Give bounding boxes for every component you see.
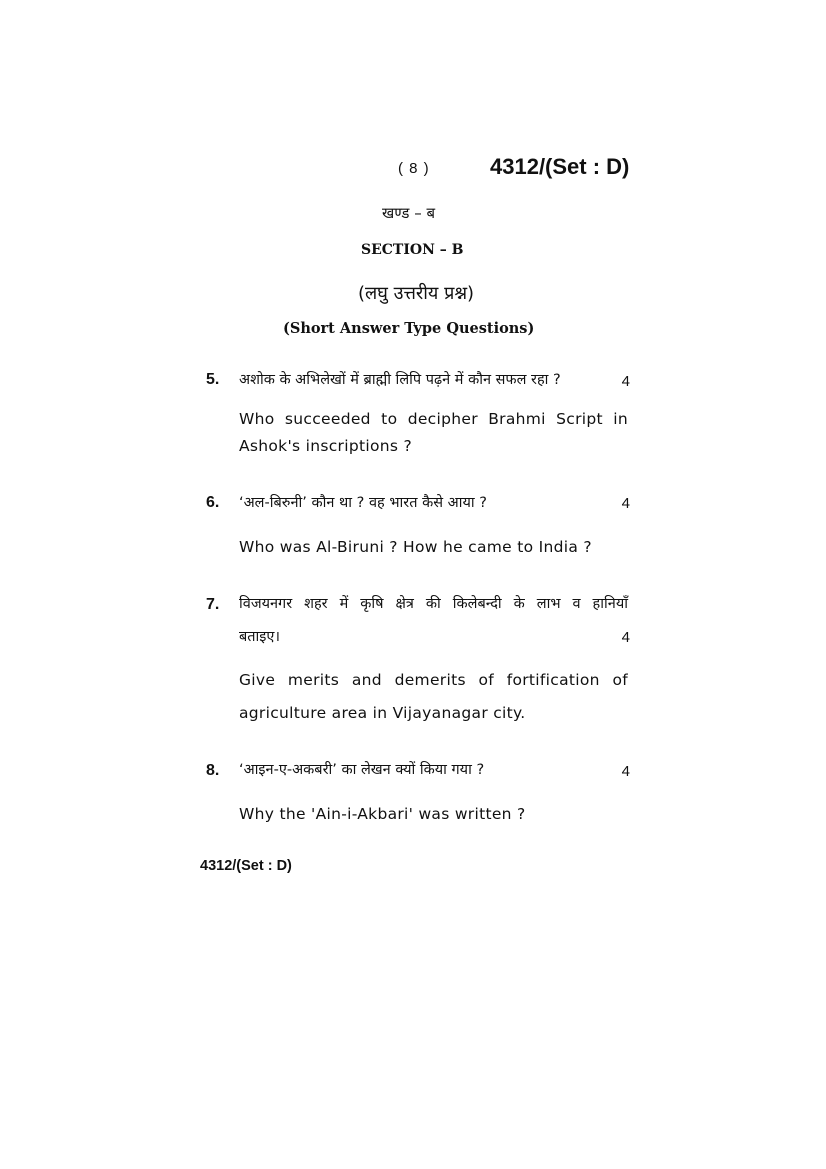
question-marks: 4 [621, 763, 630, 780]
question-text-english-line1: Why the 'Ain-i-Akbari' was written ? [239, 805, 526, 823]
question-text-hindi-line1: विजयनगर शहर में कृषि क्षेत्र की किलेबन्दी के लाभ व हानियाँ [239, 596, 628, 612]
section-subtitle-hindi: (लघु उत्तरीय प्रश्न) [358, 283, 475, 304]
question-text-hindi: ‘आइन-ए-अकबरी’ का लेखन क्यों किया गया ? [239, 762, 485, 778]
question-text-hindi: ‘अल-बिरुनी’ कौन था ? वह भारत कैसे आया ? [239, 495, 487, 511]
question-number: 5. [206, 371, 220, 388]
question-text-hindi: अशोक के अभिलेखों में ब्राह्मी लिपि पढ़ने में कौन सफल रहा ? [239, 372, 561, 388]
question-marks: 4 [621, 495, 630, 512]
question-marks: 4 [621, 373, 630, 390]
section-title-hindi: खण्ड – ब [382, 204, 436, 222]
question-text-english-line2: Ashok's inscriptions ? [239, 437, 412, 455]
section-title-english: SECTION – B [361, 242, 464, 258]
question-text-english-line1: Who succeeded to decipher Brahmi Script in [239, 410, 628, 428]
question-text-hindi-line2: बताइए। [239, 629, 280, 645]
question-text-english-line2: agriculture area in Vijayanagar city. [239, 704, 526, 722]
page-number: ( 8 ) [398, 160, 430, 177]
question-number: 6. [206, 494, 220, 511]
question-number: 8. [206, 762, 220, 779]
question-text-english-line1: Who was Al-Biruni ? How he came to India ? [239, 538, 592, 556]
question-number: 7. [206, 596, 220, 613]
paper-code-footer: 4312/(Set : D) [200, 858, 292, 874]
question-marks: 4 [621, 629, 630, 646]
question-text-english-line1: Give merits and demerits of fortification of [239, 671, 628, 689]
section-subtitle-english: (Short Answer Type Questions) [283, 320, 535, 337]
paper-code-header: 4312/(Set : D) [490, 154, 630, 179]
